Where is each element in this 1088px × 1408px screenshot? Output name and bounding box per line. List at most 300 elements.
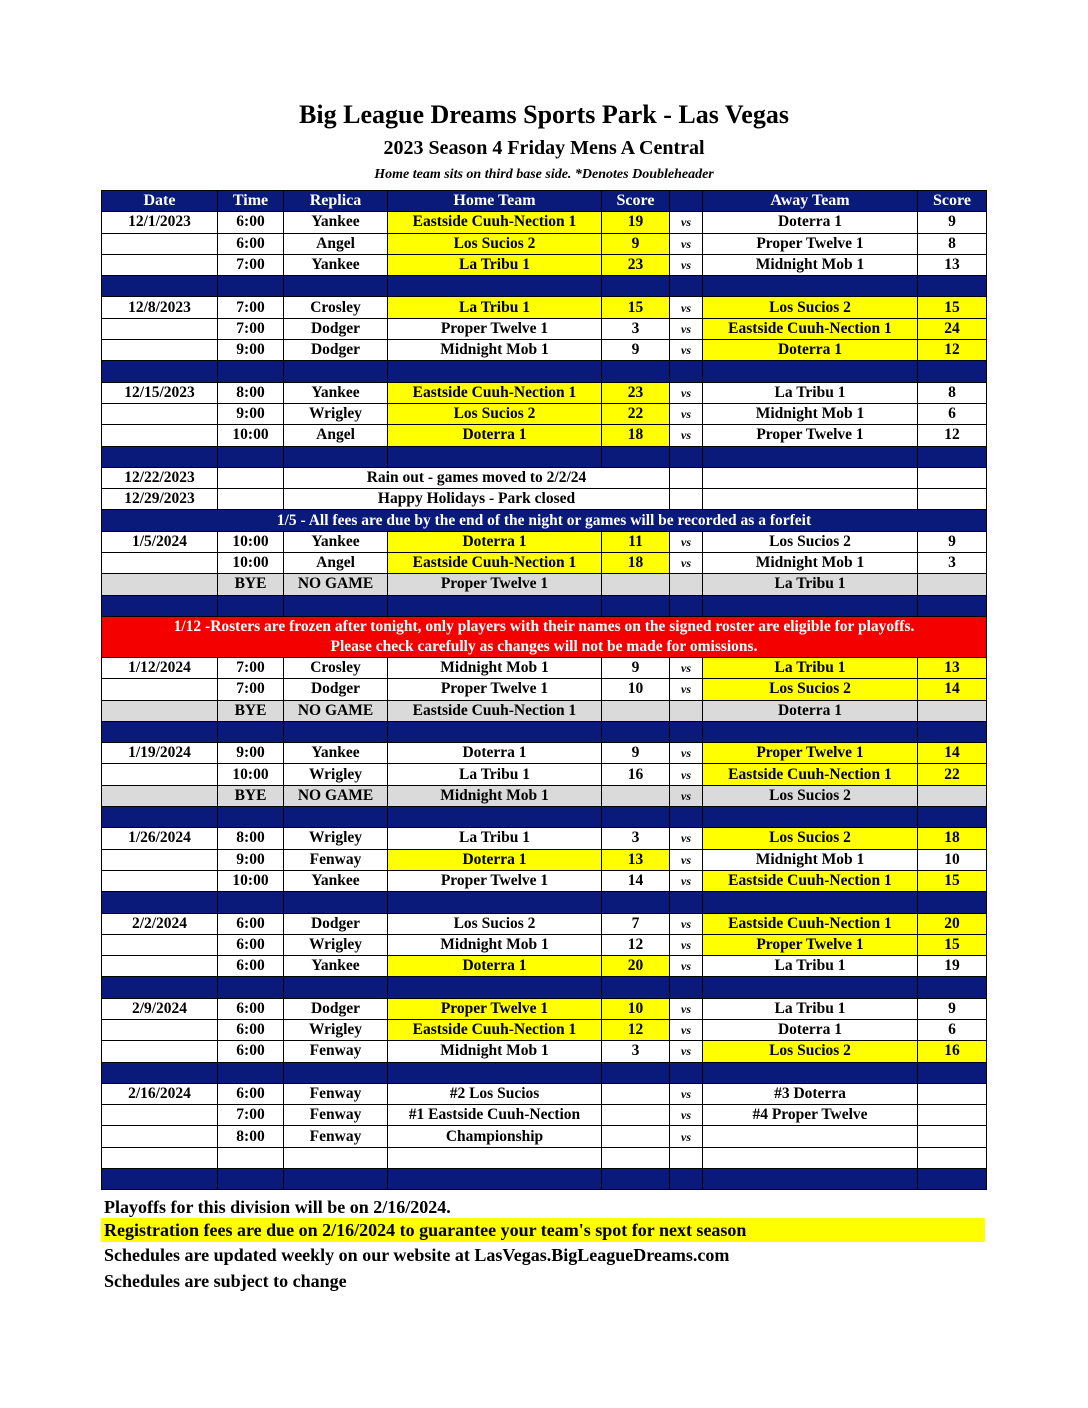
home-score-cell (602, 1105, 670, 1126)
separator-row (102, 1062, 987, 1083)
home-score-cell (602, 785, 670, 806)
home-team-cell: Midnight Mob 1 (388, 657, 602, 678)
home-score-cell: 22 (602, 403, 670, 424)
separator-cell (670, 892, 703, 913)
away-score-cell (918, 1083, 987, 1104)
separator-cell (670, 1169, 703, 1190)
vs-cell: vs (670, 531, 703, 552)
away-team-cell: #3 Doterra (703, 1083, 918, 1104)
separator-cell (918, 977, 987, 998)
date-cell: 12/22/2023 (102, 467, 218, 488)
away-team-cell (703, 489, 918, 510)
replica-field-cell: Yankee (284, 254, 388, 275)
replica-field-cell: Yankee (284, 743, 388, 764)
home-team-cell: Eastside Cuuh-Nection 1 (388, 212, 602, 233)
separator-cell (388, 892, 602, 913)
away-team-cell (703, 467, 918, 488)
header-replica: Replica (284, 191, 388, 212)
game-row (102, 998, 987, 1019)
game-row (102, 425, 987, 446)
away-score-cell (918, 467, 987, 488)
separator-cell (388, 977, 602, 998)
away-score-cell: 3 (918, 553, 987, 574)
away-team-cell: Midnight Mob 1 (703, 849, 918, 870)
date-cell (102, 956, 218, 977)
time-cell: 6:00 (218, 956, 284, 977)
replica-field-cell: Angel (284, 233, 388, 254)
game-row (102, 297, 987, 318)
separator-cell (670, 1062, 703, 1083)
separator-cell (670, 807, 703, 828)
separator-cell (284, 1169, 388, 1190)
away-team-cell: Doterra 1 (703, 212, 918, 233)
separator-cell (102, 276, 218, 297)
separator-cell (388, 807, 602, 828)
away-team-cell: Doterra 1 (703, 340, 918, 361)
replica-field-cell: NO GAME (284, 700, 388, 721)
separator-cell (388, 1169, 602, 1190)
time-cell: 10:00 (218, 764, 284, 785)
separator-cell (602, 276, 670, 297)
separator-cell (918, 1062, 987, 1083)
time-cell: 6:00 (218, 1019, 284, 1040)
separator-cell (703, 595, 918, 616)
page-title: Big League Dreams Sports Park - Las Vegas (299, 100, 789, 129)
separator-row (102, 361, 987, 382)
away-score-cell: 19 (918, 956, 987, 977)
away-team-cell (703, 1147, 918, 1168)
roster-alert-row (102, 616, 987, 657)
vs-cell: vs (670, 1105, 703, 1126)
vs-cell: vs (670, 1083, 703, 1104)
date-cell (102, 849, 218, 870)
game-row (102, 233, 987, 254)
game-row (102, 849, 987, 870)
game-row (102, 657, 987, 678)
time-cell: BYE (218, 700, 284, 721)
separator-cell (102, 595, 218, 616)
vs-cell: vs (670, 318, 703, 339)
time-cell: 6:00 (218, 1041, 284, 1062)
game-row (102, 403, 987, 424)
home-team-cell: La Tribu 1 (388, 297, 602, 318)
vs-cell: vs (670, 934, 703, 955)
replica-field-cell: Wrigley (284, 934, 388, 955)
date-cell (102, 553, 218, 574)
separator-row (102, 892, 987, 913)
time-cell: 7:00 (218, 679, 284, 700)
message-text: Happy Holidays - Park closed (284, 489, 670, 510)
separator-row (102, 807, 987, 828)
home-team-cell: #1 Eastside Cuuh-Nection (388, 1105, 602, 1126)
game-row (102, 382, 987, 403)
bye-row (102, 785, 987, 806)
message-text: Rain out - games moved to 2/2/24 (284, 467, 670, 488)
footer-registration: Registration fees are due on 2/16/2024 to guarantee your team's spot for next season (101, 1218, 985, 1242)
date-cell: 1/26/2024 (102, 828, 218, 849)
separator-cell (102, 1169, 218, 1190)
replica-field-cell: Yankee (284, 382, 388, 403)
date-cell (102, 679, 218, 700)
vs-cell: vs (670, 679, 703, 700)
home-team-cell: Doterra 1 (388, 956, 602, 977)
vs-cell: vs (670, 785, 703, 806)
home-team-cell (388, 1147, 602, 1168)
separator-cell (703, 892, 918, 913)
away-team-cell: La Tribu 1 (703, 657, 918, 678)
replica-field-cell: Yankee (284, 531, 388, 552)
footer-playoffs: Playoffs for this division will be on 2/16/2024. (104, 1197, 451, 1217)
vs-cell: vs (670, 233, 703, 254)
home-team-cell: #2 Los Sucios (388, 1083, 602, 1104)
home-score-cell: 11 (602, 531, 670, 552)
home-team-cell: Doterra 1 (388, 425, 602, 446)
separator-cell (218, 892, 284, 913)
away-score-cell (918, 1105, 987, 1126)
separator-row (102, 595, 987, 616)
date-cell: 1/12/2024 (102, 657, 218, 678)
date-cell: 12/8/2023 (102, 297, 218, 318)
away-score-cell: 24 (918, 318, 987, 339)
separator-cell (218, 361, 284, 382)
date-cell (102, 254, 218, 275)
home-score-cell (602, 700, 670, 721)
separator-cell (602, 361, 670, 382)
game-row (102, 1083, 987, 1104)
replica-field-cell: Yankee (284, 956, 388, 977)
separator-cell (703, 1062, 918, 1083)
date-cell (102, 1041, 218, 1062)
replica-field-cell: Crosley (284, 297, 388, 318)
away-team-cell: Los Sucios 2 (703, 1041, 918, 1062)
replica-field-cell: Fenway (284, 849, 388, 870)
time-cell: 7:00 (218, 318, 284, 339)
vs-cell (670, 700, 703, 721)
away-team-cell: La Tribu 1 (703, 956, 918, 977)
game-row (102, 318, 987, 339)
home-team-cell: Proper Twelve 1 (388, 679, 602, 700)
date-cell (102, 785, 218, 806)
message-row (102, 489, 987, 510)
message-row (102, 467, 987, 488)
page-note: Home team sits on third base side. *Denotes Doubleheader (374, 167, 714, 182)
date-cell (102, 318, 218, 339)
vs-cell: vs (670, 657, 703, 678)
away-score-cell: 13 (918, 657, 987, 678)
away-score-cell: 14 (918, 743, 987, 764)
separator-cell (218, 276, 284, 297)
home-score-cell: 12 (602, 934, 670, 955)
replica-field-cell: Angel (284, 425, 388, 446)
home-team-cell: Midnight Mob 1 (388, 785, 602, 806)
home-team-cell: Los Sucios 2 (388, 403, 602, 424)
home-team-cell: Eastside Cuuh-Nection 1 (388, 553, 602, 574)
replica-field-cell (284, 1147, 388, 1168)
separator-cell (388, 1062, 602, 1083)
home-team-cell: Proper Twelve 1 (388, 998, 602, 1019)
replica-field-cell: NO GAME (284, 574, 388, 595)
vs-cell: vs (670, 403, 703, 424)
replica-field-cell: Dodger (284, 998, 388, 1019)
away-score-cell: 18 (918, 828, 987, 849)
separator-cell (102, 892, 218, 913)
date-cell: 12/15/2023 (102, 382, 218, 403)
date-cell: 2/2/2024 (102, 913, 218, 934)
time-cell: 8:00 (218, 828, 284, 849)
home-score-cell: 9 (602, 340, 670, 361)
replica-field-cell: Dodger (284, 318, 388, 339)
roster-alert-text: 1/12 -Rosters are frozen after tonight, only players with their names on the signed roster are eligible for playoffs. Please check carefully as changes will not be made for omissions. (102, 616, 987, 657)
game-row (102, 828, 987, 849)
home-score-cell: 20 (602, 956, 670, 977)
time-cell: 7:00 (218, 297, 284, 318)
time-cell: 6:00 (218, 233, 284, 254)
away-score-cell: 14 (918, 679, 987, 700)
footer-change: Schedules are subject to change (104, 1271, 347, 1291)
date-cell (102, 340, 218, 361)
separator-cell (284, 807, 388, 828)
away-score-cell: 9 (918, 212, 987, 233)
replica-field-cell: Angel (284, 553, 388, 574)
time-cell: BYE (218, 574, 284, 595)
away-score-cell: 8 (918, 382, 987, 403)
home-score-cell: 18 (602, 425, 670, 446)
header-home-team: Home Team (388, 191, 602, 212)
time-cell: 8:00 (218, 382, 284, 403)
date-cell (102, 1019, 218, 1040)
vs-cell (670, 489, 703, 510)
replica-field-cell: Yankee (284, 870, 388, 891)
game-row (102, 743, 987, 764)
home-team-cell: Doterra 1 (388, 849, 602, 870)
home-team-cell: Proper Twelve 1 (388, 870, 602, 891)
replica-field-cell: Fenway (284, 1105, 388, 1126)
home-score-cell: 23 (602, 254, 670, 275)
away-team-cell: La Tribu 1 (703, 998, 918, 1019)
away-team-cell: Eastside Cuuh-Nection 1 (703, 764, 918, 785)
separator-cell (918, 595, 987, 616)
away-team-cell: Midnight Mob 1 (703, 553, 918, 574)
home-team-cell: Doterra 1 (388, 743, 602, 764)
separator-cell (703, 276, 918, 297)
replica-field-cell: Fenway (284, 1041, 388, 1062)
game-row (102, 254, 987, 275)
away-team-cell: Proper Twelve 1 (703, 934, 918, 955)
away-score-cell: 15 (918, 934, 987, 955)
separator-cell (218, 1169, 284, 1190)
page-subtitle: 2023 Season 4 Friday Mens A Central (383, 137, 705, 159)
vs-cell: vs (670, 1041, 703, 1062)
game-row (102, 913, 987, 934)
away-score-cell: 22 (918, 764, 987, 785)
vs-cell: vs (670, 212, 703, 233)
vs-cell (670, 467, 703, 488)
separator-cell (102, 361, 218, 382)
game-row (102, 1105, 987, 1126)
separator-cell (918, 1169, 987, 1190)
time-cell: 10:00 (218, 531, 284, 552)
vs-cell: vs (670, 743, 703, 764)
vs-cell (670, 1147, 703, 1168)
separator-cell (602, 977, 670, 998)
vs-cell: vs (670, 382, 703, 403)
away-score-cell: 12 (918, 340, 987, 361)
header-vs (670, 191, 703, 212)
away-score-cell: 6 (918, 1019, 987, 1040)
date-cell (102, 233, 218, 254)
away-team-cell: Los Sucios 2 (703, 828, 918, 849)
time-cell: 6:00 (218, 913, 284, 934)
away-score-cell: 10 (918, 849, 987, 870)
game-row (102, 1147, 987, 1168)
home-score-cell: 3 (602, 1041, 670, 1062)
replica-field-cell: Crosley (284, 657, 388, 678)
header-away-score: Score (918, 191, 987, 212)
home-score-cell: 3 (602, 828, 670, 849)
vs-cell: vs (670, 553, 703, 574)
replica-field-cell: Fenway (284, 1083, 388, 1104)
separator-cell (388, 361, 602, 382)
separator-cell (284, 892, 388, 913)
home-score-cell: 16 (602, 764, 670, 785)
away-team-cell: Doterra 1 (703, 700, 918, 721)
separator-cell (284, 595, 388, 616)
time-cell: 9:00 (218, 743, 284, 764)
time-cell: 6:00 (218, 212, 284, 233)
replica-field-cell: Yankee (284, 212, 388, 233)
home-team-cell: La Tribu 1 (388, 764, 602, 785)
time-cell: 6:00 (218, 998, 284, 1019)
home-team-cell: Midnight Mob 1 (388, 340, 602, 361)
replica-field-cell: Fenway (284, 1126, 388, 1147)
separator-row (102, 977, 987, 998)
separator-cell (284, 276, 388, 297)
separator-cell (602, 807, 670, 828)
replica-field-cell: Dodger (284, 340, 388, 361)
separator-cell (102, 977, 218, 998)
schedule-table (101, 190, 987, 1190)
separator-cell (918, 276, 987, 297)
home-score-cell: 9 (602, 743, 670, 764)
away-score-cell: 9 (918, 998, 987, 1019)
home-score-cell (602, 1147, 670, 1168)
game-row (102, 212, 987, 233)
vs-cell: vs (670, 297, 703, 318)
home-score-cell: 23 (602, 382, 670, 403)
separator-cell (703, 721, 918, 742)
home-team-cell: Eastside Cuuh-Nection 1 (388, 382, 602, 403)
separator-cell (218, 721, 284, 742)
home-score-cell: 18 (602, 553, 670, 574)
away-team-cell: La Tribu 1 (703, 574, 918, 595)
replica-field-cell: NO GAME (284, 785, 388, 806)
vs-cell: vs (670, 1126, 703, 1147)
separator-row (102, 1169, 987, 1190)
separator-cell (218, 807, 284, 828)
time-cell: 10:00 (218, 425, 284, 446)
vs-cell: vs (670, 828, 703, 849)
time-cell (218, 467, 284, 488)
vs-cell: vs (670, 849, 703, 870)
away-team-cell: Los Sucios 2 (703, 531, 918, 552)
away-team-cell: Proper Twelve 1 (703, 743, 918, 764)
bye-row (102, 700, 987, 721)
home-score-cell (602, 1126, 670, 1147)
separator-cell (670, 595, 703, 616)
home-team-cell: Los Sucios 2 (388, 233, 602, 254)
away-score-cell: 20 (918, 913, 987, 934)
replica-field-cell: Wrigley (284, 1019, 388, 1040)
home-team-cell: Proper Twelve 1 (388, 318, 602, 339)
date-cell (102, 425, 218, 446)
separator-cell (388, 446, 602, 467)
date-cell: 2/9/2024 (102, 998, 218, 1019)
separator-cell (602, 721, 670, 742)
date-cell (102, 700, 218, 721)
home-team-cell: La Tribu 1 (388, 254, 602, 275)
vs-cell: vs (670, 870, 703, 891)
away-team-cell (703, 1126, 918, 1147)
replica-field-cell: Dodger (284, 913, 388, 934)
away-team-cell: Doterra 1 (703, 1019, 918, 1040)
away-score-cell: 9 (918, 531, 987, 552)
separator-row (102, 276, 987, 297)
time-cell: 7:00 (218, 254, 284, 275)
date-cell (102, 403, 218, 424)
home-team-cell: Proper Twelve 1 (388, 574, 602, 595)
home-team-cell: La Tribu 1 (388, 828, 602, 849)
separator-cell (703, 807, 918, 828)
date-cell: 12/1/2023 (102, 212, 218, 233)
vs-cell: vs (670, 340, 703, 361)
away-score-cell: 12 (918, 425, 987, 446)
away-team-cell: Proper Twelve 1 (703, 233, 918, 254)
separator-cell (602, 892, 670, 913)
home-score-cell: 10 (602, 679, 670, 700)
header-home-score: Score (602, 191, 670, 212)
vs-cell: vs (670, 254, 703, 275)
separator-row (102, 446, 987, 467)
footer-website: Schedules are updated weekly on our website at LasVegas.BigLeagueDreams.com (104, 1245, 730, 1265)
away-score-cell (918, 574, 987, 595)
date-cell (102, 574, 218, 595)
separator-cell (670, 721, 703, 742)
time-cell: 10:00 (218, 870, 284, 891)
time-cell: 9:00 (218, 340, 284, 361)
time-cell: 10:00 (218, 553, 284, 574)
away-team-cell: Proper Twelve 1 (703, 425, 918, 446)
replica-field-cell: Wrigley (284, 764, 388, 785)
away-score-cell (918, 1126, 987, 1147)
home-score-cell: 10 (602, 998, 670, 1019)
vs-cell: vs (670, 425, 703, 446)
notice-row (102, 510, 987, 531)
home-score-cell: 13 (602, 849, 670, 870)
away-score-cell: 15 (918, 870, 987, 891)
separator-cell (102, 721, 218, 742)
header-away-team: Away Team (703, 191, 918, 212)
separator-cell (388, 276, 602, 297)
date-cell (102, 1105, 218, 1126)
away-team-cell: Los Sucios 2 (703, 679, 918, 700)
separator-cell (670, 361, 703, 382)
away-team-cell: Los Sucios 2 (703, 297, 918, 318)
time-cell: 9:00 (218, 403, 284, 424)
separator-cell (218, 1062, 284, 1083)
replica-field-cell: Dodger (284, 679, 388, 700)
away-team-cell: La Tribu 1 (703, 382, 918, 403)
home-score-cell (602, 1083, 670, 1104)
